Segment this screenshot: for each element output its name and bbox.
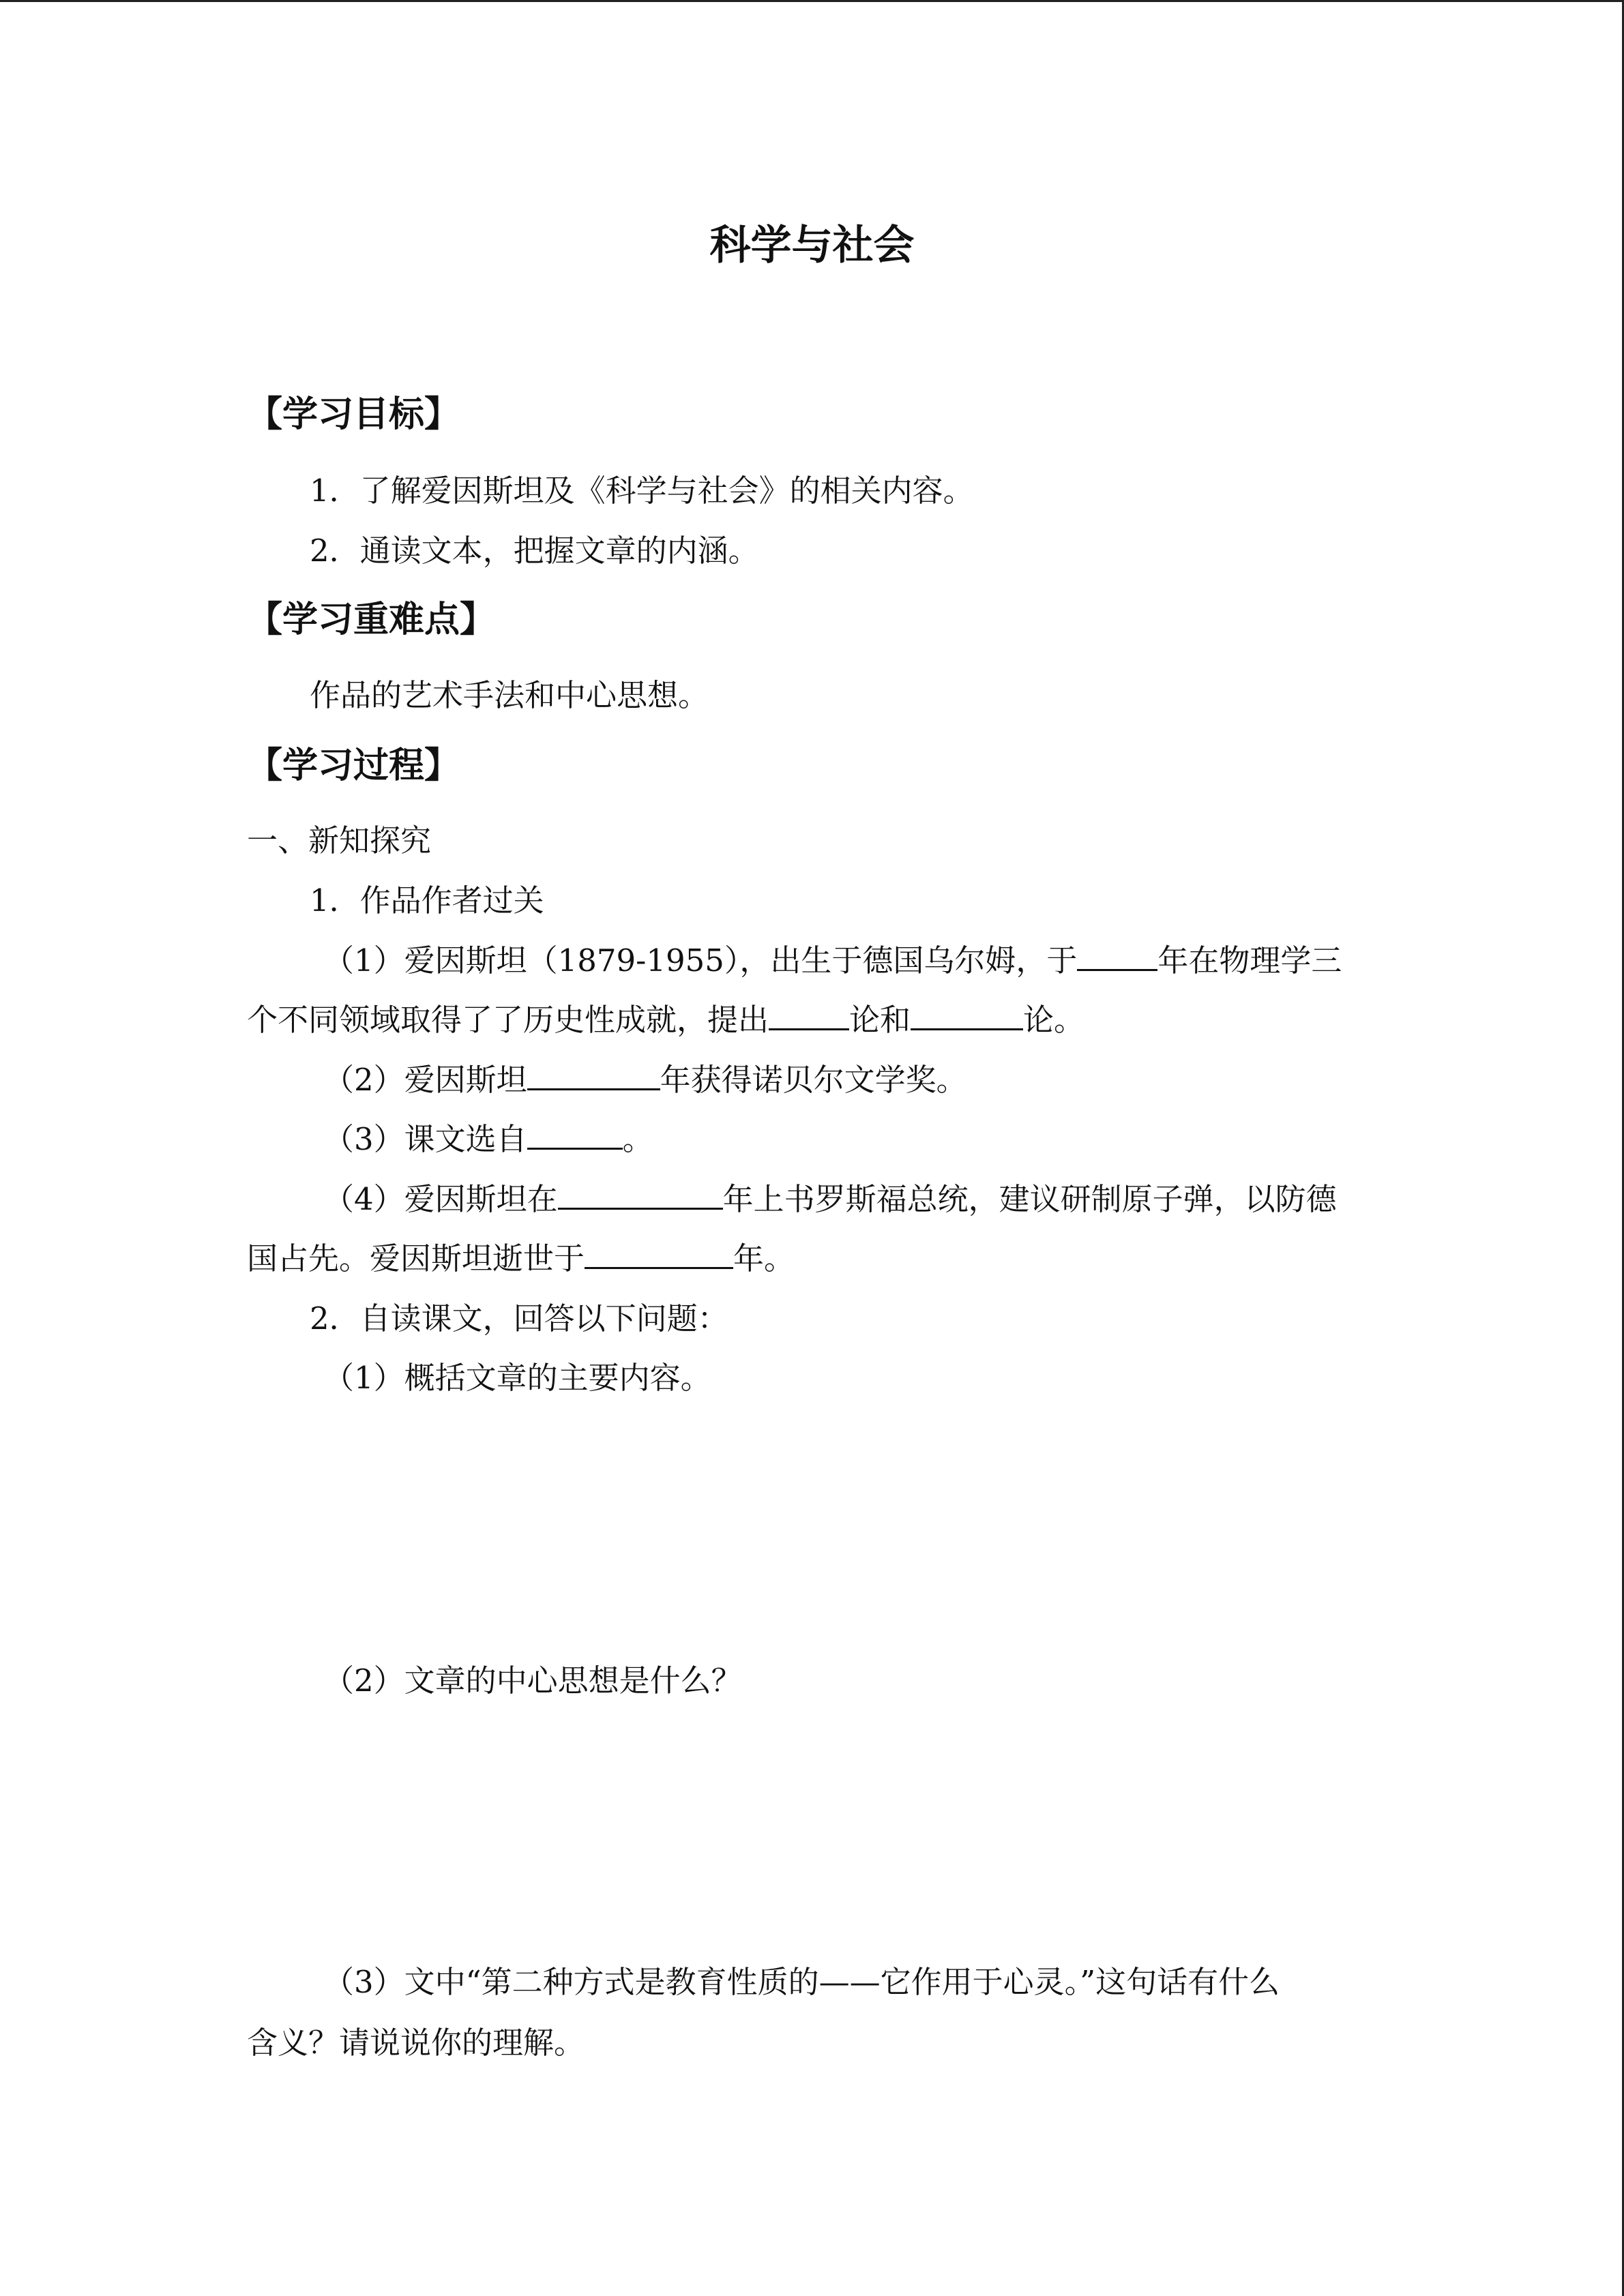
- q1-3-line: [323, 1119, 653, 1160]
- q1-3-text-a: （3）课文选自: [323, 1121, 527, 1157]
- q1-2-line: [323, 1060, 967, 1101]
- q1-4-text-b: 年上书罗斯福总统，建议研制原子弹，以防德: [722, 1181, 1337, 1217]
- q1-1-text-d: 论和: [849, 1002, 911, 1038]
- fill-blank-nobel-year[interactable]: [527, 1061, 660, 1090]
- q1-1-text-a: （1）爱因斯坦（1879-1955），出生于德国乌尔姆，于: [323, 942, 1078, 979]
- fill-blank-source[interactable]: [527, 1120, 623, 1150]
- q1-title: 1．作品作者过关: [310, 882, 544, 919]
- q1-1-text-c: 个不同领域取得了了历史性成就，提出: [247, 1002, 769, 1038]
- q2-3-line1: （3）文中“第二种方式是教育性质的——它作用于心灵。”这句话有什么: [323, 1964, 1280, 2000]
- fill-blank-year-achievement[interactable]: [1077, 942, 1157, 971]
- q1-1-text-e: 论。: [1023, 1002, 1085, 1038]
- q1-4-text-d: 年。: [733, 1240, 795, 1277]
- objective-item-1: 1．了解爱因斯坦及《科学与社会》的相关内容。: [310, 473, 974, 509]
- q1-3-text-b: 。: [622, 1121, 653, 1157]
- q1-4-line1: [323, 1179, 1337, 1220]
- objectives-heading: 【学习目标】: [247, 394, 460, 435]
- q1-1-line1: [323, 940, 1342, 981]
- key-points-text: 作品的艺术手法和中心思想。: [310, 677, 709, 713]
- q1-2-text-b: 年获得诺贝尔文学奖。: [660, 1062, 967, 1098]
- q1-4-text-a: （4）爱因斯坦在: [323, 1181, 558, 1217]
- fill-blank-letter-year[interactable]: [558, 1180, 723, 1210]
- fill-blank-death-year[interactable]: [585, 1240, 733, 1269]
- fill-blank-theory-2[interactable]: [911, 1001, 1023, 1030]
- key-points-heading: 【学习重难点】: [247, 599, 496, 640]
- process-heading: 【学习过程】: [247, 745, 460, 786]
- q1-1-line2: [247, 1000, 1084, 1041]
- q1-4-line2: [247, 1238, 795, 1279]
- fill-blank-theory-1[interactable]: [769, 1001, 849, 1030]
- q2-1: （1）概括文章的主要内容。: [323, 1360, 711, 1396]
- objective-item-2: 2．通读文本，把握文章的内涵。: [310, 533, 759, 569]
- q2-3-line2: 含义？请说说你的理解。: [247, 2025, 585, 2061]
- q1-2-text-a: （2）爱因斯坦: [323, 1062, 527, 1098]
- q1-1-text-b: 年在物理学三: [1157, 942, 1342, 979]
- q2-title: 2．自读课文，回答以下问题：: [310, 1300, 728, 1337]
- part1-title: 一、新知探究: [247, 822, 432, 859]
- q2-2: （2）文章的中心思想是什么？: [323, 1663, 742, 1699]
- q1-4-text-c: 国占先。爱因斯坦逝世于: [247, 1240, 585, 1277]
- page-title: 科学与社会: [709, 222, 915, 269]
